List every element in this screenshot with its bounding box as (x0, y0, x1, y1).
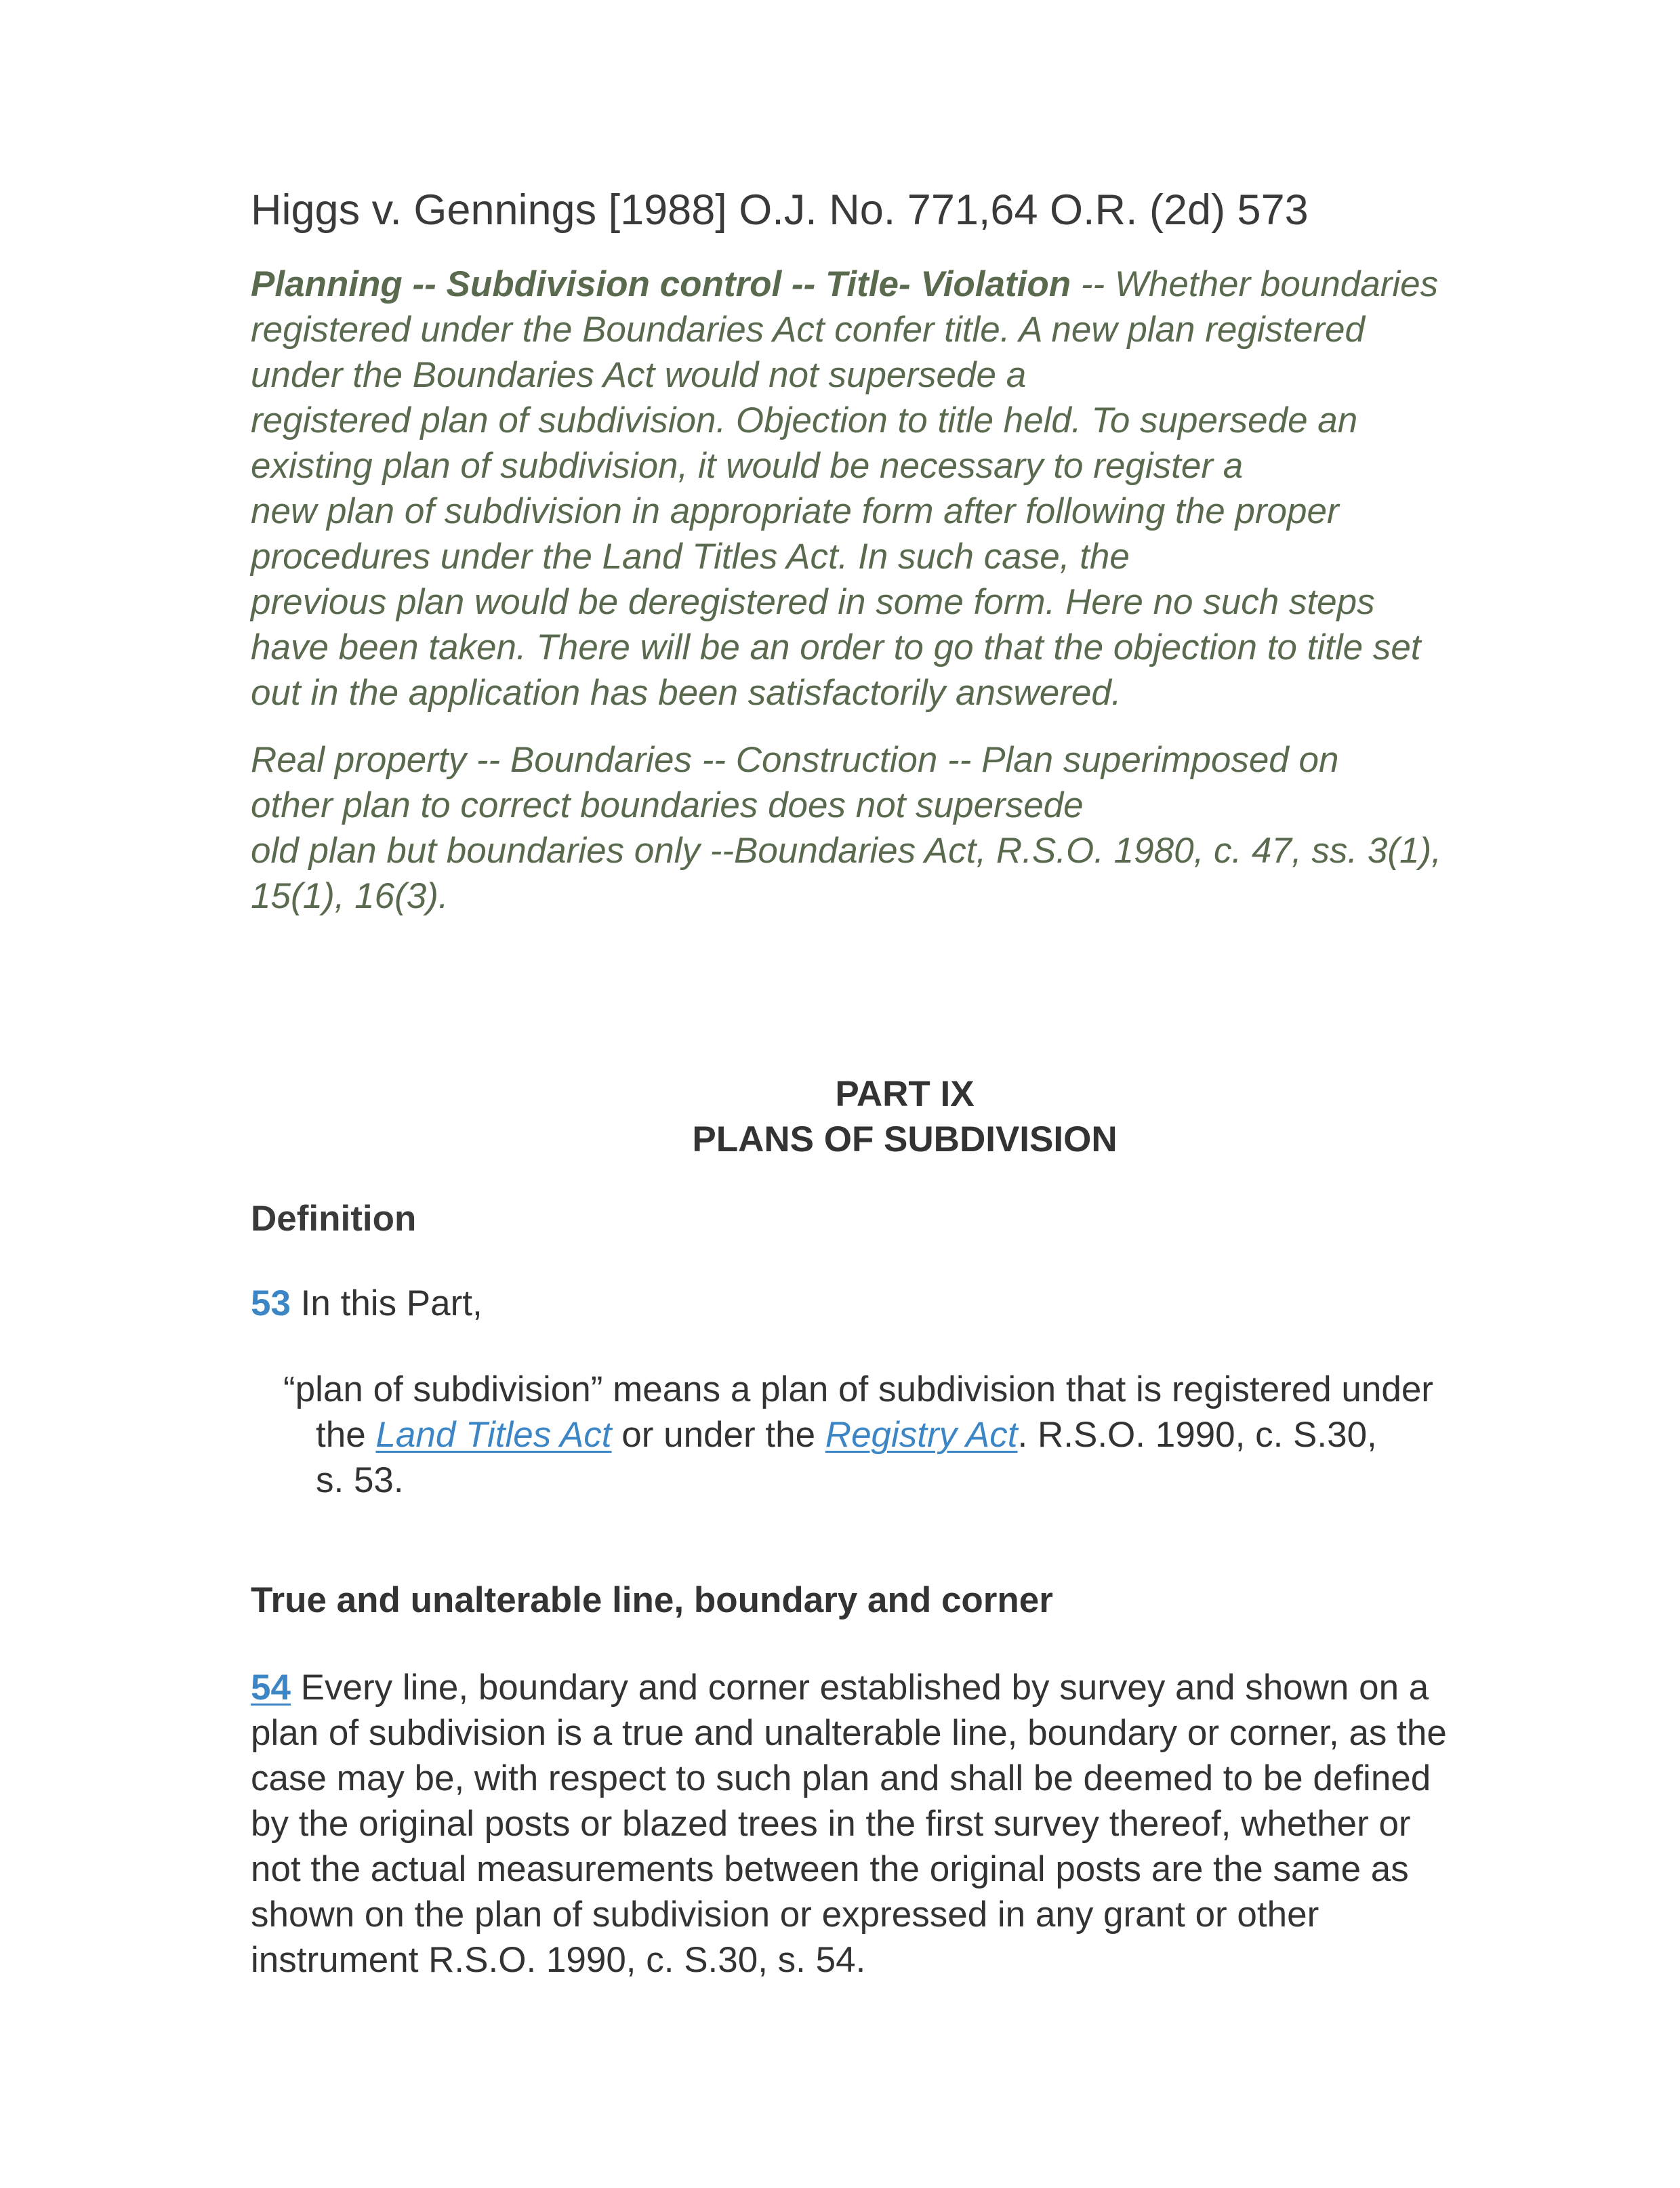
section-54-heading: True and unalterable line, boundary and corner (251, 1580, 1053, 1620)
section-53-number[interactable]: 53 (251, 1283, 291, 1323)
headnote-line: Real property -- Boundaries -- Construction -- Plan superimposed on (251, 740, 1339, 780)
part-number: PART IX (835, 1074, 975, 1114)
section-54-line: by the original posts or blazed trees in the first survey thereof, whether or (251, 1804, 1411, 1844)
land-titles-act-link[interactable]: Land Titles Act (375, 1415, 612, 1455)
headnote-line-rest: -- Whether boundaries (1071, 264, 1439, 304)
headnote-summary-2 (251, 737, 1579, 919)
headnote-line: other plan to correct boundaries does not supersede (251, 785, 1084, 825)
document-page (251, 183, 1579, 1983)
registry-act-link[interactable]: Registry Act (825, 1415, 1018, 1455)
headnote-summary (251, 262, 1579, 716)
section-54-line: case may be, with respect to such plan and shall be deemed to be defined (251, 1758, 1431, 1798)
section-54-text: Every line, boundary and corner established by survey and shown on a (290, 1668, 1429, 1708)
section-54-line: shown on the plan of subdivision or expressed in any grant or other (251, 1895, 1319, 1935)
definition-heading: Definition (251, 1199, 417, 1239)
part-heading (251, 1071, 1579, 1162)
section-54-line (251, 1665, 1579, 1710)
headnote-line: existing plan of subdivision, it would be necessary to register a (251, 446, 1244, 486)
section-54-line: not the actual measurements between the original posts are the same as (251, 1849, 1409, 1889)
definition-text: the (316, 1415, 376, 1455)
section-53 (251, 1281, 1579, 1326)
headnote-line: registered plan of subdivision. Objection to title held. To supersede an (251, 400, 1358, 440)
definition-line (283, 1412, 1579, 1458)
headnote-line: previous plan would be deregistered in some form. Here no such steps (251, 582, 1375, 622)
section-54 (251, 1665, 1579, 1983)
part-title: PLANS OF SUBDIVISION (692, 1119, 1118, 1159)
headnote-line: procedures under the Land Titles Act. In such case, the (251, 537, 1130, 577)
headnote-line: new plan of subdivision in appropriate form after following the proper (251, 491, 1339, 531)
headnote-line: under the Boundaries Act would not supersede a (251, 355, 1027, 395)
headnote-line: old plan but boundaries only --Boundaries Act, R.S.O. 1980, c. 47, ss. 3(1), (251, 831, 1441, 871)
headnote-line: out in the application has been satisfactorily answered. (251, 673, 1122, 713)
definition-citation-line: s. 53. (316, 1460, 404, 1500)
section-54-number-link[interactable]: 54 (251, 1668, 291, 1708)
definition-citation: . R.S.O. 1990, c. S.30, (1017, 1415, 1377, 1455)
section-54-line: instrument R.S.O. 1990, c. S.30, s. 54. (251, 1940, 866, 1980)
headnote-line (251, 262, 1579, 307)
definition-text: or under the (611, 1415, 825, 1455)
case-title: Higgs v. Gennings [1988] O.J. No. 771,64 O.R. (2d) 573 (251, 186, 1309, 234)
headnote-line: registered under the Boundaries Act confer title. A new plan registered (251, 310, 1365, 350)
headnote-line: 15(1), 16(3). (251, 876, 449, 916)
section-54-line: plan of subdivision is a true and unalterable line, boundary or corner, as the (251, 1713, 1447, 1753)
section-53-text: In this Part, (290, 1283, 483, 1323)
definition-plan-of-subdivision (283, 1367, 1579, 1503)
definition-line: “plan of subdivision” means a plan of subdivision that is registered under (283, 1369, 1433, 1409)
headnote-lead: Planning -- Subdivision control -- Title- Violation (251, 264, 1071, 304)
headnote-line: have been taken. There will be an order to go that the objection to title set (251, 627, 1421, 667)
